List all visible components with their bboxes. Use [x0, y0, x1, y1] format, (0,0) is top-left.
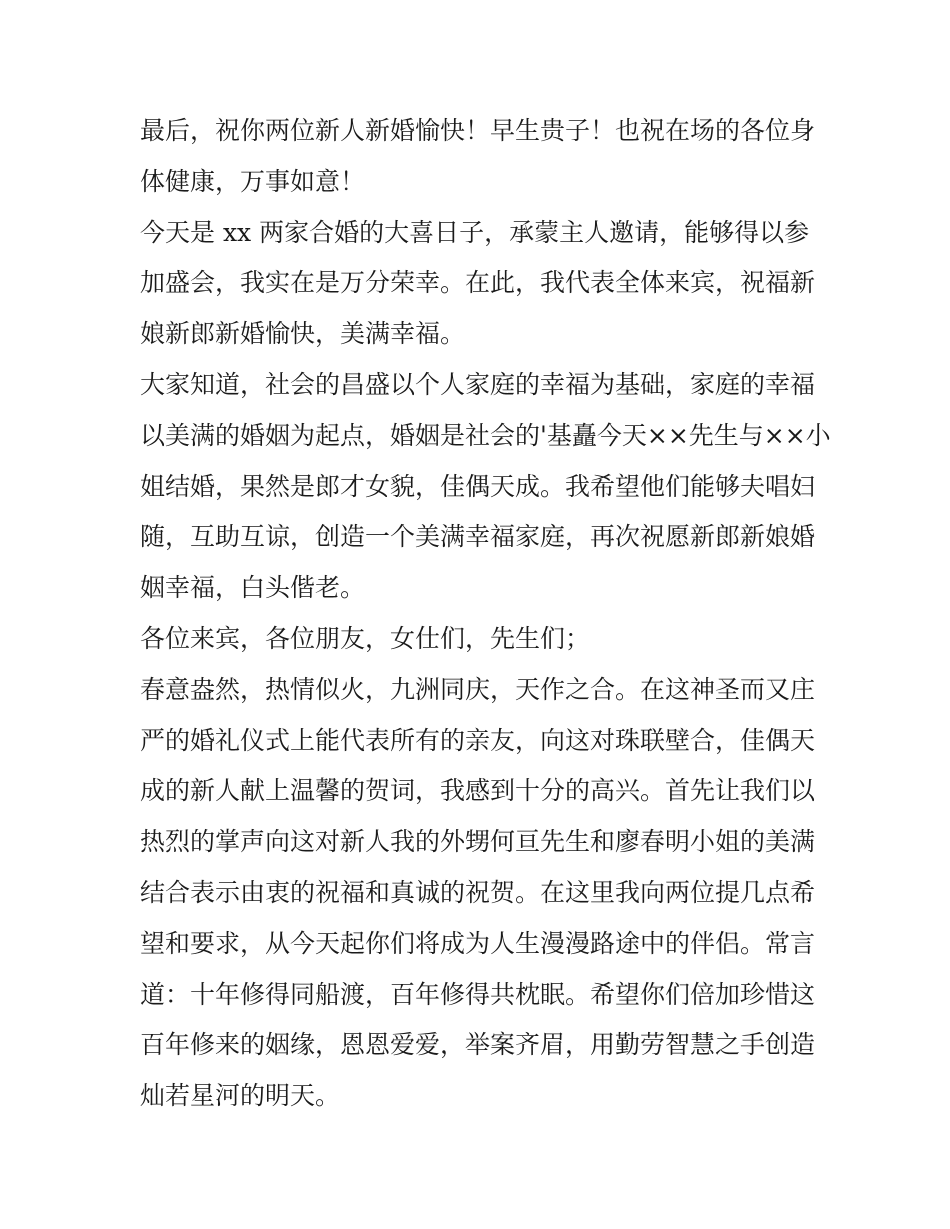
text-line: 结合表示由衷的祝福和真诚的祝贺。在这里我向两位提几点希 [140, 877, 816, 907]
text-line: 百年修来的姻缘，恩恩爱爱，举案齐眉，用勤劳智慧之手创造 [140, 1030, 816, 1060]
text-line: 严的婚礼仪式上能代表所有的亲友，向这对珠联壁合，佳偶天 [140, 725, 816, 755]
text-line: 以美满的婚姻为起点，婚姻是社会的'基矗今天××先生与××小 [140, 420, 831, 450]
text-line: 加盛会，我实在是万分荣幸。在此，我代表全体来宾，祝福新 [140, 268, 816, 298]
text-line: 灿若星河的明天。 [140, 1081, 341, 1111]
text-line: 成的新人献上温馨的贺词，我感到十分的高兴。首先让我们以 [140, 776, 816, 806]
text-line: 春意盎然，热情似火，九洲同庆，天作之合。在这神圣而又庄 [140, 674, 816, 704]
text-line: 体健康，万事如意！ [140, 166, 366, 196]
text-line: 今天是 xx 两家合婚的大喜日子，承蒙主人邀请，能够得以参 [140, 217, 810, 247]
text-line: 姐结婚，果然是郎才女貌，佳偶天成。我希望他们能够夫唱妇 [140, 471, 816, 501]
text-line: 望和要求，从今天起你们将成为人生漫漫路途中的伴侣。常言 [140, 928, 816, 958]
text-line: 姻幸福，白头偕老。 [140, 573, 366, 603]
text-line: 各位来宾，各位朋友，女仕们，先生们； [140, 623, 591, 653]
text-line: 大家知道，社会的昌盛以个人家庭的幸福为基础，家庭的幸福 [140, 369, 816, 399]
text-line: 热烈的掌声向这对新人我的外甥何亘先生和廖春明小姐的美满 [140, 827, 816, 857]
text-line: 娘新郎新婚愉快，美满幸福。 [140, 319, 466, 349]
text-line: 最后，祝你两位新人新婚愉快！早生贵子！也祝在场的各位身 [140, 116, 816, 145]
text-line: 随，互助互谅，创造一个美满幸福家庭，再次祝愿新郎新娘婚 [140, 522, 816, 552]
document-body [140, 106, 831, 1122]
text-line: 道：十年修得同船渡，百年修得共枕眠。希望你们倍加珍惜这 [140, 979, 816, 1009]
